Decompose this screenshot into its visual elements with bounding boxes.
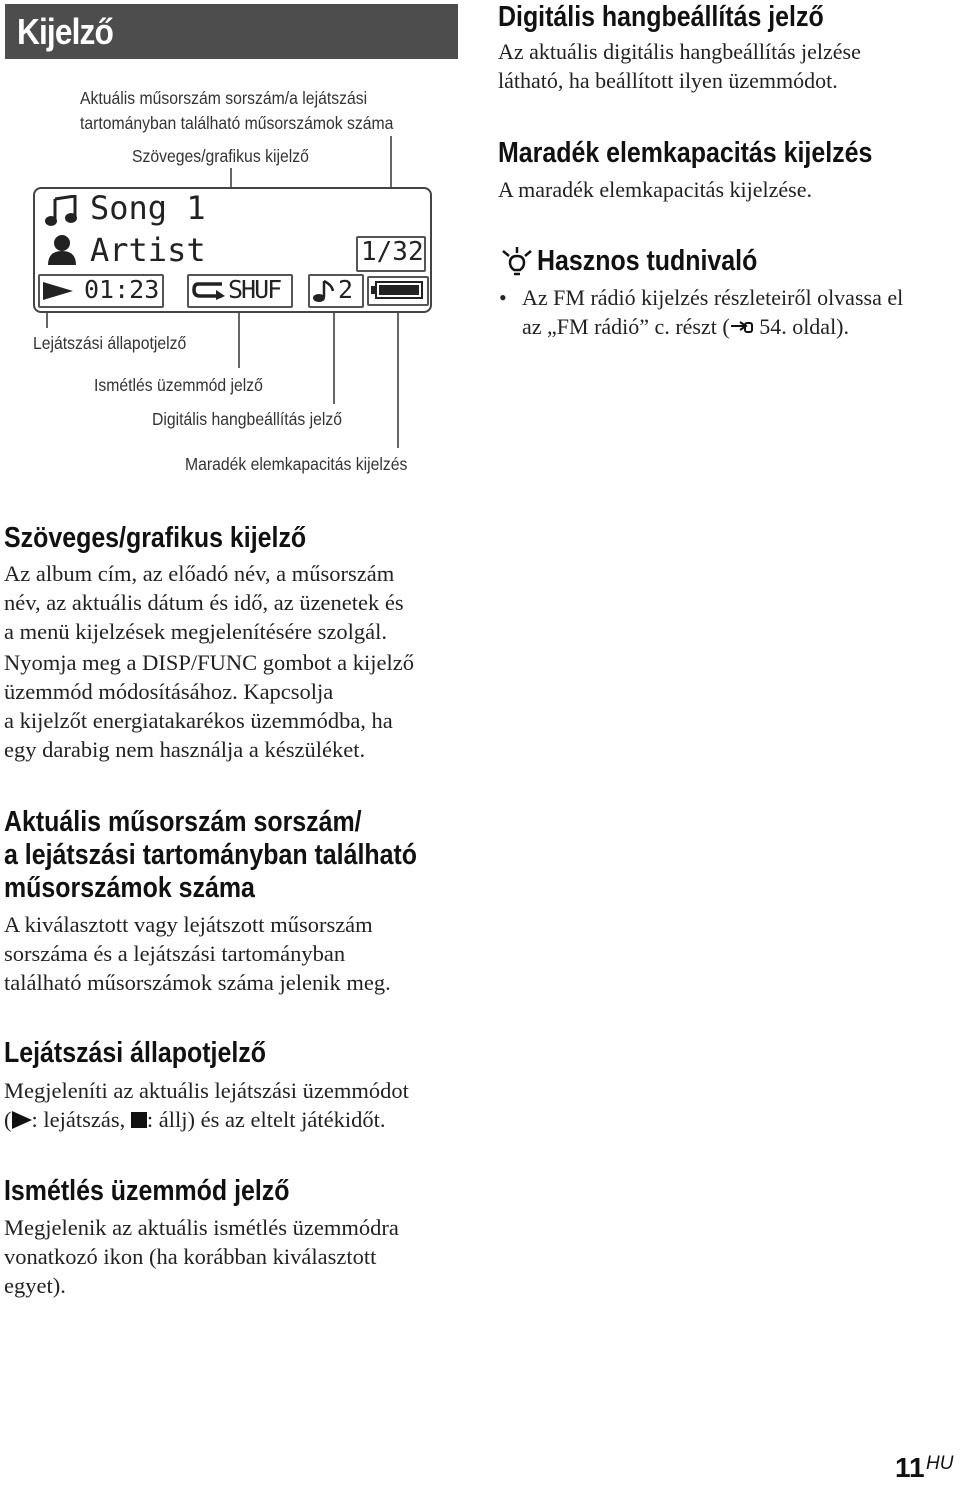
- leader-battery: [397, 306, 399, 448]
- lcd-song: Song 1: [90, 189, 206, 227]
- text-graphic-5: üzemmód módosításához. Kapcsolja: [4, 679, 334, 704]
- battery-icon: [371, 281, 423, 299]
- leader-repeat: [238, 306, 240, 368]
- lcd-shuffle: SHUF: [228, 275, 281, 304]
- heading-hint: Hasznos tudnivaló: [537, 245, 758, 277]
- text-graphic-4: Nyomja meg a DISP/FUNC gombot a kijelző: [4, 650, 414, 675]
- label-playback-status: Lejátszási állapotjelző: [33, 333, 187, 353]
- text-playback-2c: : állj) és az eltelt játékidőt.: [146, 1107, 386, 1132]
- hint-line-2b: 54. oldal).: [753, 314, 850, 339]
- heading-track-number-1: Aktuális műsorszám sorszám/: [4, 806, 362, 838]
- text-digital-sound-2: látható, ha beállított ilyen üzemmódot.: [498, 68, 838, 93]
- heading-track-number-3: műsorszámok száma: [4, 872, 255, 904]
- text-graphic-3: a menü kijelzések megjelenítésére szolgál.: [4, 619, 387, 644]
- title-bar: [5, 4, 458, 59]
- heading-playback-status: Lejátszási állapotjelző: [4, 1037, 266, 1069]
- hint-line-2a: az „FM rádió” c. részt (: [522, 314, 730, 339]
- stop-symbol-icon: [131, 1112, 147, 1128]
- text-battery: A maradék elemkapacitás kijelzése.: [498, 177, 812, 202]
- text-repeat-2: vonatkozó ikon (ha korábban kiválasztott: [4, 1244, 377, 1269]
- hint-bullet: •: [499, 285, 507, 310]
- label-text-graphic: Szöveges/grafikus kijelző: [132, 146, 309, 166]
- text-playback-2: [4, 1105, 464, 1134]
- heading-digital-sound: Digitális hangbeállítás jelző: [498, 1, 824, 33]
- repeat-icon: [192, 282, 226, 300]
- lcd-sound-box: [308, 274, 364, 308]
- lcd-time-box: [38, 274, 164, 308]
- lcd-track: 1/32: [361, 237, 424, 267]
- person-icon: [45, 234, 79, 266]
- text-graphic-6: a kijelzőt energiatakarékos üzemmódba, ha: [4, 708, 393, 733]
- text-repeat-1: Megjelenik az aktuális ismétlés üzemmódra: [4, 1215, 399, 1240]
- lcd-artist: Artist: [90, 231, 206, 269]
- label-repeat-mode: Ismétlés üzemmód jelző: [94, 375, 263, 395]
- text-graphic-1: Az album cím, az előadó név, a műsorszám: [4, 561, 395, 586]
- hint-line-1: Az FM rádió kijelzés részleteiről olvassa el: [522, 285, 904, 310]
- lcd-shuffle-box: [187, 274, 293, 308]
- page-title: Kijelző: [17, 11, 113, 52]
- label-digital-sound: Digitális hangbeállítás jelző: [152, 409, 342, 429]
- page-language: HU: [926, 1453, 954, 1474]
- lcd-track-box: [356, 236, 426, 272]
- play-icon: [42, 281, 74, 301]
- hint-line-2: [522, 312, 849, 341]
- heading-text-graphic: Szöveges/grafikus kijelző: [4, 522, 307, 554]
- music-note-icon: [45, 195, 79, 227]
- text-graphic-7: egy darabig nem használja a készüléket.: [4, 737, 366, 762]
- heading-battery: Maradék elemkapacitás kijelzés: [498, 137, 873, 169]
- label-track-number: Aktuális műsorszám sorszám/a lejátszási: [80, 88, 368, 108]
- lcd-sound-setting: 2: [338, 275, 354, 304]
- text-track-number-2: sorszáma és a lejátszási tartományban: [4, 941, 346, 966]
- lcd-display: [33, 187, 432, 313]
- text-playback-1: Megjeleníti az aktuális lejátszási üzemmódot: [4, 1078, 409, 1103]
- label-battery: Maradék elemkapacitás kijelzés: [185, 454, 408, 474]
- pointing-hand-icon: [730, 318, 754, 336]
- play-symbol-icon: [12, 1111, 32, 1129]
- eighth-note-icon: [312, 279, 336, 303]
- lcd-time: 01:23: [84, 275, 160, 304]
- text-digital-sound-1: Az aktuális digitális hangbeállítás jelzése: [498, 39, 861, 64]
- text-playback-2a: (: [4, 1107, 12, 1132]
- text-track-number-3: található műsorszámok száma jelenik meg.: [4, 970, 391, 995]
- text-playback-2b: : lejátszás,: [31, 1107, 131, 1132]
- text-repeat-3: egyet).: [4, 1273, 66, 1298]
- page-number: 11: [895, 1452, 925, 1483]
- text-track-number-1: A kiválasztott vagy lejátszott műsorszám: [4, 912, 373, 937]
- lcd-battery-box: [367, 276, 429, 306]
- text-graphic-2: név, az aktuális dátum és idő, az üzenetek és: [4, 590, 404, 615]
- lightbulb-icon: [500, 247, 534, 277]
- heading-repeat-mode: Ismétlés üzemmód jelző: [4, 1175, 290, 1207]
- label-track-number-2: tartományban található műsorszámok száma: [80, 113, 394, 133]
- heading-track-number-2: a lejátszási tartományban található: [4, 839, 418, 871]
- leader-digital: [333, 306, 335, 404]
